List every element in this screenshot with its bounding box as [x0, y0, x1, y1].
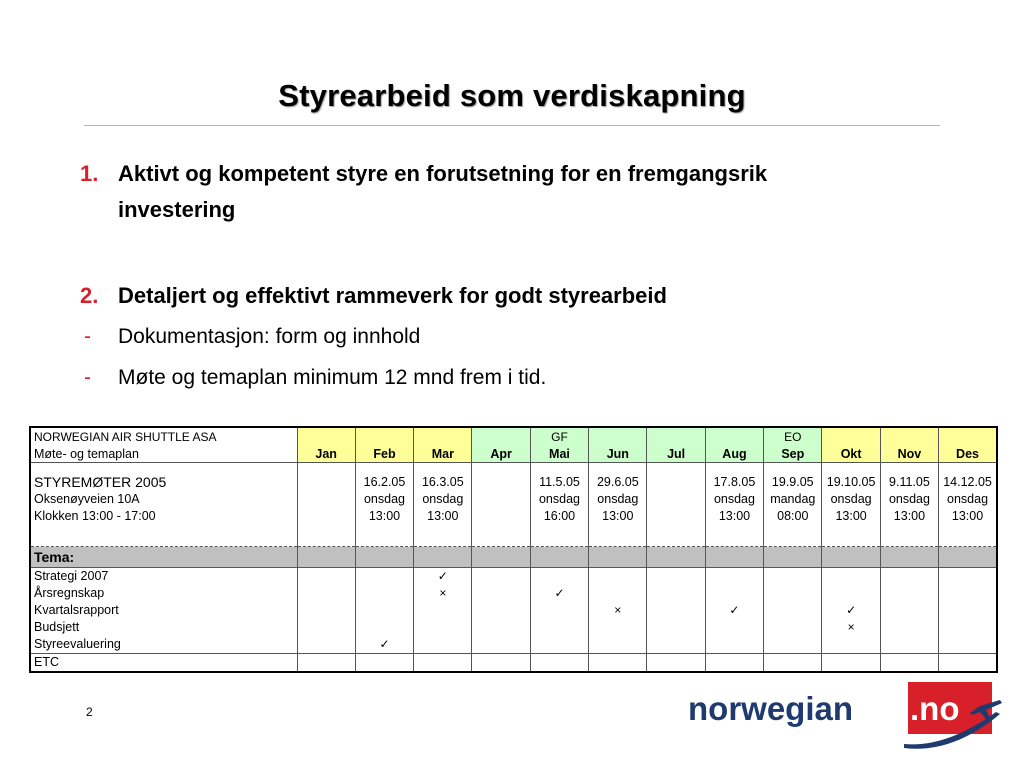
topic-mark — [530, 619, 588, 636]
meeting-line2-des: onsdag — [939, 490, 997, 507]
dash-item-1-text: Dokumentasjon: form og innhold — [118, 325, 421, 348]
topic-mark — [297, 585, 355, 602]
meeting-line2-mar: onsdag — [414, 490, 472, 507]
meeting-line3-aug: 13:00 — [705, 507, 763, 524]
empty-cell — [30, 524, 297, 546]
topic-mark — [822, 636, 880, 654]
point-1-number: 1. — [80, 161, 99, 186]
topic-mark — [647, 567, 705, 585]
month-header-des: Des — [939, 445, 997, 463]
spacer-cell — [30, 463, 297, 474]
topic-mark — [880, 585, 938, 602]
slide-title: Styrearbeid som verdiskapning — [278, 78, 746, 113]
tema-cell — [880, 546, 938, 567]
meeting-line1-nov: 9.11.05 — [880, 473, 938, 490]
month-tag-jan — [297, 427, 355, 445]
topic-mark — [647, 585, 705, 602]
topic-mark — [647, 636, 705, 654]
etc-cell — [414, 653, 472, 672]
topic-mark — [822, 585, 880, 602]
spacer-cell — [880, 463, 938, 474]
company-name: NORWEGIAN AIR SHUTTLE ASA — [34, 429, 217, 444]
meeting-line1-jun: 29.6.05 — [589, 473, 647, 490]
month-tag-jun — [589, 427, 647, 445]
spacer-cell — [647, 463, 705, 474]
meeting-plan-table — [29, 426, 998, 673]
spacer-row — [30, 463, 997, 474]
topic-mark — [880, 602, 938, 619]
meeting-line2-jul — [647, 490, 705, 507]
meetings-end-row — [30, 524, 997, 546]
topic-mark — [764, 619, 822, 636]
point-2-number: 2. — [80, 283, 99, 308]
month-tag-okt — [822, 427, 880, 445]
topic-row — [30, 602, 997, 619]
topic-mark — [705, 636, 763, 654]
meeting-line3-nov: 13:00 — [880, 507, 938, 524]
empty-cell — [705, 524, 763, 546]
etc-label: ETC — [30, 653, 297, 672]
meeting-line3-mai: 16:00 — [530, 507, 588, 524]
page-number: 2 — [86, 705, 93, 719]
dash-item-2-marker: - — [84, 366, 91, 389]
etc-cell — [822, 653, 880, 672]
tema-cell — [414, 546, 472, 567]
meeting-line3-feb: 13:00 — [355, 507, 413, 524]
topic-mark — [880, 636, 938, 654]
topic-mark — [297, 602, 355, 619]
spacer-cell — [589, 463, 647, 474]
norwegian-logo — [684, 682, 1002, 750]
meeting-line3-jan — [297, 507, 355, 524]
topic-row — [30, 567, 997, 585]
topic-mark: ✓ — [355, 636, 413, 654]
etc-cell — [764, 653, 822, 672]
meeting-line3-jul — [647, 507, 705, 524]
month-tag-feb — [355, 427, 413, 445]
topic-name: Budsjett — [34, 620, 80, 634]
etc-cell — [355, 653, 413, 672]
etc-cell — [647, 653, 705, 672]
topic-mark — [530, 636, 588, 654]
meeting-line1-mai: 11.5.05 — [530, 473, 588, 490]
meetings-title: STYREMØTER 2005 — [34, 473, 167, 490]
topic-mark: ✓ — [414, 567, 472, 585]
spacer-cell — [764, 463, 822, 474]
topic-name: Kvartalsrapport — [34, 603, 119, 617]
topic-mark — [472, 567, 530, 585]
empty-cell — [472, 524, 530, 546]
topic-mark — [939, 585, 997, 602]
month-header-jun: Jun — [589, 445, 647, 463]
meetings-time-row — [30, 507, 997, 524]
topic-mark — [355, 619, 413, 636]
topic-mark: × — [589, 602, 647, 619]
topic-mark — [647, 602, 705, 619]
topic-row — [30, 636, 997, 654]
meeting-line2-apr — [472, 490, 530, 507]
meeting-line3-sep: 08:00 — [764, 507, 822, 524]
spacer-cell — [297, 463, 355, 474]
meeting-line3-des: 13:00 — [939, 507, 997, 524]
topic-mark — [297, 619, 355, 636]
topic-mark — [355, 567, 413, 585]
topic-mark — [705, 619, 763, 636]
topic-mark — [764, 636, 822, 654]
empty-cell — [880, 524, 938, 546]
meetings-address-row — [30, 490, 997, 507]
topic-mark — [880, 619, 938, 636]
topic-mark — [589, 585, 647, 602]
topic-mark — [530, 567, 588, 585]
topic-mark — [414, 619, 472, 636]
etc-cell — [530, 653, 588, 672]
meeting-line2-feb: onsdag — [355, 490, 413, 507]
topic-mark — [472, 636, 530, 654]
logo-domain: .no — [910, 690, 960, 727]
logo-wordmark: norwegian — [688, 690, 854, 727]
month-tag-aug — [705, 427, 763, 445]
month-tag-des — [939, 427, 997, 445]
meeting-line3-okt: 13:00 — [822, 507, 880, 524]
topic-mark — [414, 602, 472, 619]
topic-mark — [589, 636, 647, 654]
empty-cell — [414, 524, 472, 546]
topic-mark — [472, 602, 530, 619]
month-header-jul: Jul — [647, 445, 705, 463]
tema-cell — [822, 546, 880, 567]
empty-cell — [647, 524, 705, 546]
topic-mark — [764, 585, 822, 602]
topic-mark — [589, 619, 647, 636]
month-header-jan: Jan — [297, 445, 355, 463]
spacer-cell — [822, 463, 880, 474]
etc-cell — [880, 653, 938, 672]
meeting-line2-jan — [297, 490, 355, 507]
topic-mark — [414, 636, 472, 654]
topic-row — [30, 585, 997, 602]
point-2-text: Detaljert og effektivt rammeverk for godt styrearbeid — [118, 283, 667, 308]
empty-cell — [822, 524, 880, 546]
empty-cell — [297, 524, 355, 546]
month-header-sep: Sep — [764, 445, 822, 463]
topic-mark — [297, 636, 355, 654]
empty-cell — [355, 524, 413, 546]
topic-mark — [880, 567, 938, 585]
month-header-mai: Mai — [530, 445, 588, 463]
topic-mark — [472, 585, 530, 602]
tema-cell — [355, 546, 413, 567]
etc-row — [30, 653, 997, 672]
meeting-line1-okt: 19.10.05 — [822, 473, 880, 490]
topic-mark — [355, 602, 413, 619]
meeting-line3-apr — [472, 507, 530, 524]
month-header-nov: Nov — [880, 445, 938, 463]
topic-name: Årsregnskap — [34, 586, 105, 600]
empty-cell — [939, 524, 997, 546]
meetings-time: Klokken 13:00 - 17:00 — [34, 508, 156, 523]
topic-mark — [939, 602, 997, 619]
meeting-line3-jun: 13:00 — [589, 507, 647, 524]
topic-mark: ✓ — [530, 585, 588, 602]
etc-cell — [297, 653, 355, 672]
spacer-cell — [939, 463, 997, 474]
topic-mark — [297, 567, 355, 585]
meeting-line2-mai: onsdag — [530, 490, 588, 507]
tema-cell — [589, 546, 647, 567]
month-tag-nov — [880, 427, 938, 445]
meeting-line1-apr — [472, 473, 530, 490]
month-tag-jul — [647, 427, 705, 445]
tema-cell — [297, 546, 355, 567]
topic-mark — [355, 585, 413, 602]
dash-item-1-marker: - — [84, 325, 91, 348]
topic-mark: × — [414, 585, 472, 602]
meeting-line1-feb: 16.2.05 — [355, 473, 413, 490]
topic-row — [30, 619, 997, 636]
tema-cell — [705, 546, 763, 567]
month-tag-mar — [414, 427, 472, 445]
point-1-text: Aktivt og kompetent styre en forutsetning for en fremgangsrik investering — [118, 161, 768, 222]
title-divider — [84, 125, 940, 126]
empty-cell — [589, 524, 647, 546]
month-header-apr: Apr — [472, 445, 530, 463]
topic-mark — [589, 567, 647, 585]
topic-mark — [472, 619, 530, 636]
tema-cell — [764, 546, 822, 567]
meeting-line1-jul — [647, 473, 705, 490]
tema-label: Tema: — [30, 546, 297, 567]
topic-mark — [939, 619, 997, 636]
meeting-line2-aug: onsdag — [705, 490, 763, 507]
month-header-mar: Mar — [414, 445, 472, 463]
header-row-months — [30, 445, 997, 463]
header-row-company — [30, 427, 997, 445]
etc-cell — [705, 653, 763, 672]
spacer-cell — [530, 463, 588, 474]
month-header-feb: Feb — [355, 445, 413, 463]
meeting-line1-des: 14.12.05 — [939, 473, 997, 490]
topic-mark: ✓ — [705, 602, 763, 619]
meeting-line2-jun: onsdag — [589, 490, 647, 507]
meeting-line2-nov: onsdag — [880, 490, 938, 507]
tema-row — [30, 546, 997, 567]
meeting-line2-okt: onsdag — [822, 490, 880, 507]
tema-cell — [530, 546, 588, 567]
month-tag-apr — [472, 427, 530, 445]
etc-cell — [589, 653, 647, 672]
month-header-aug: Aug — [705, 445, 763, 463]
topic-mark — [705, 567, 763, 585]
tema-cell — [472, 546, 530, 567]
meetings-address: Oksenøyveien 10A — [34, 491, 140, 506]
topic-mark — [764, 567, 822, 585]
topic-mark — [530, 602, 588, 619]
month-tag-mai: GF — [530, 427, 588, 445]
meetings-title-row — [30, 473, 997, 490]
spacer-cell — [355, 463, 413, 474]
topic-mark — [764, 602, 822, 619]
tema-cell — [939, 546, 997, 567]
spacer-cell — [414, 463, 472, 474]
topic-mark — [705, 585, 763, 602]
meeting-line1-sep: 19.9.05 — [764, 473, 822, 490]
meeting-line1-aug: 17.8.05 — [705, 473, 763, 490]
month-tag-sep: EO — [764, 427, 822, 445]
empty-cell — [530, 524, 588, 546]
topic-mark — [647, 619, 705, 636]
spacer-cell — [705, 463, 763, 474]
topic-mark — [939, 636, 997, 654]
etc-cell — [939, 653, 997, 672]
month-header-okt: Okt — [822, 445, 880, 463]
topic-name: Strategi 2007 — [34, 569, 109, 583]
meeting-line1-mar: 16.3.05 — [414, 473, 472, 490]
topic-name: Styreevaluering — [34, 637, 121, 651]
etc-cell — [472, 653, 530, 672]
empty-cell — [764, 524, 822, 546]
dash-item-2-text: Møte og temaplan minimum 12 mnd frem i tid. — [118, 366, 547, 389]
spacer-cell — [472, 463, 530, 474]
topic-mark: × — [822, 619, 880, 636]
tema-cell — [647, 546, 705, 567]
topic-mark — [939, 567, 997, 585]
topic-mark — [822, 567, 880, 585]
plan-label: Møte- og temaplan — [30, 445, 297, 463]
meeting-line1-jan — [297, 473, 355, 490]
meeting-line2-sep: mandag — [764, 490, 822, 507]
topic-mark: ✓ — [822, 602, 880, 619]
meeting-line3-mar: 13:00 — [414, 507, 472, 524]
